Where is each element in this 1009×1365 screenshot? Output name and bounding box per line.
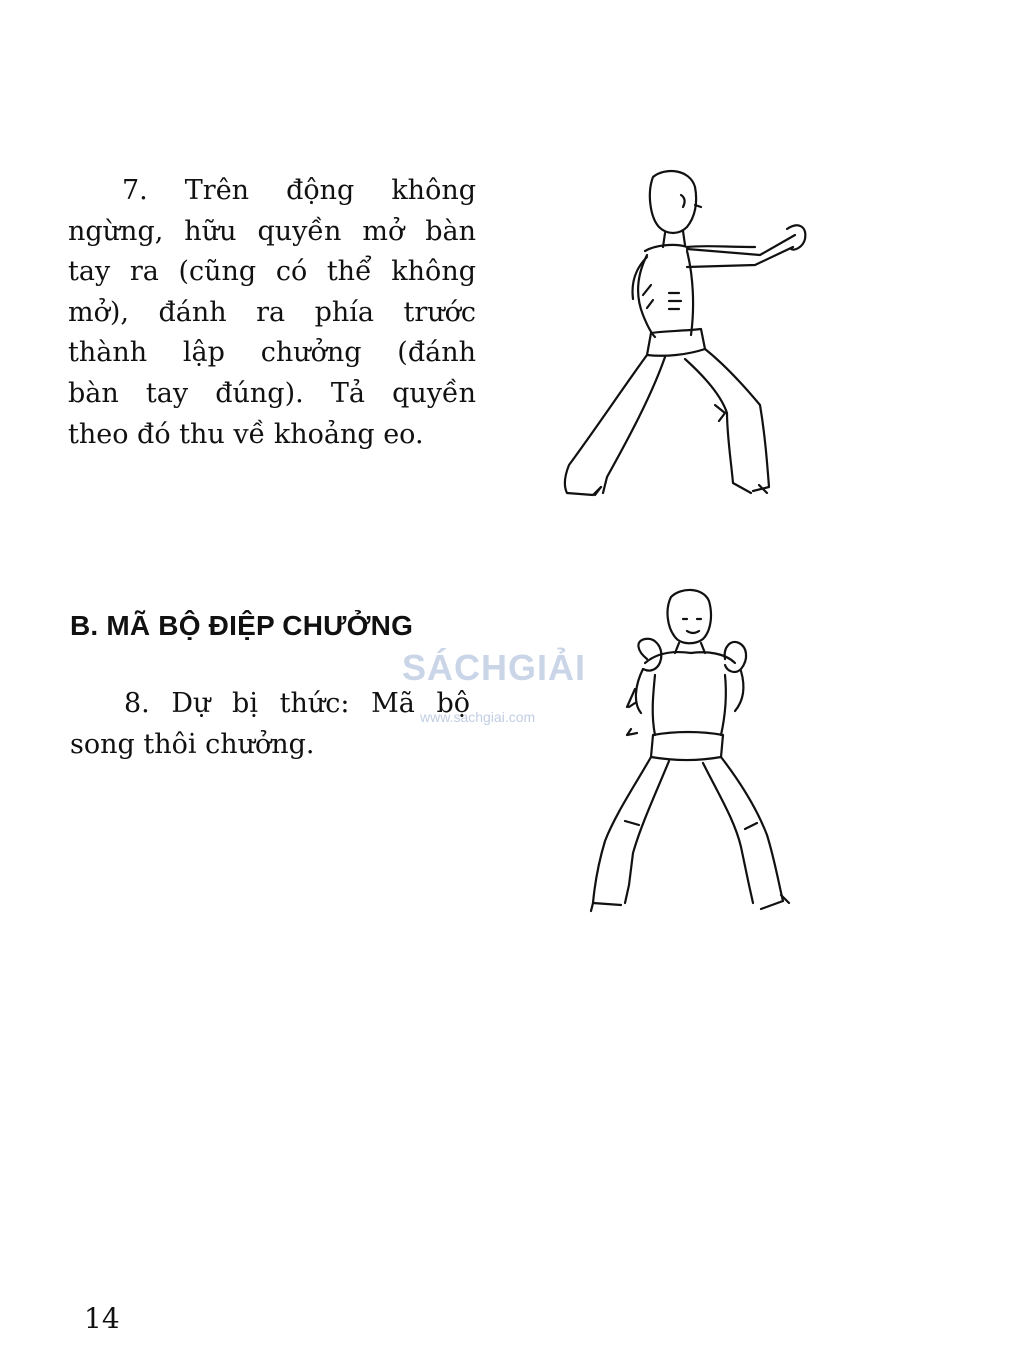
text-line: 7. Trên động không xyxy=(122,175,476,206)
text-line: song thôi chưởng. xyxy=(70,728,315,760)
text-line: ngừng, hữu quyền mở bàn xyxy=(68,215,476,247)
text-line: bàn tay đúng). Tả quyền xyxy=(68,377,476,409)
illustration-palm-strike xyxy=(555,165,815,510)
paragraph-step-8 xyxy=(70,684,470,765)
watermark-brand: SÁCHGIẢI xyxy=(402,647,587,688)
text-line: 8. Dự bị thức: Mã bộ xyxy=(124,688,470,719)
illustration-horse-stance xyxy=(585,585,800,920)
text-line: tay ra (cũng có thể không xyxy=(68,256,476,288)
text-line: theo đó thu về khoảng eo. xyxy=(68,418,424,450)
page-number: 14 xyxy=(84,1302,120,1335)
paragraph-step-7 xyxy=(68,171,476,455)
text-line: thành lập chưởng (đánh xyxy=(68,337,476,369)
watermark-url: www.sachgiai.com xyxy=(420,709,536,725)
section-heading: B. MÃ BỘ ĐIỆP CHƯỞNG xyxy=(70,610,414,641)
text-line: mở), đánh ra phía trước xyxy=(68,296,476,328)
